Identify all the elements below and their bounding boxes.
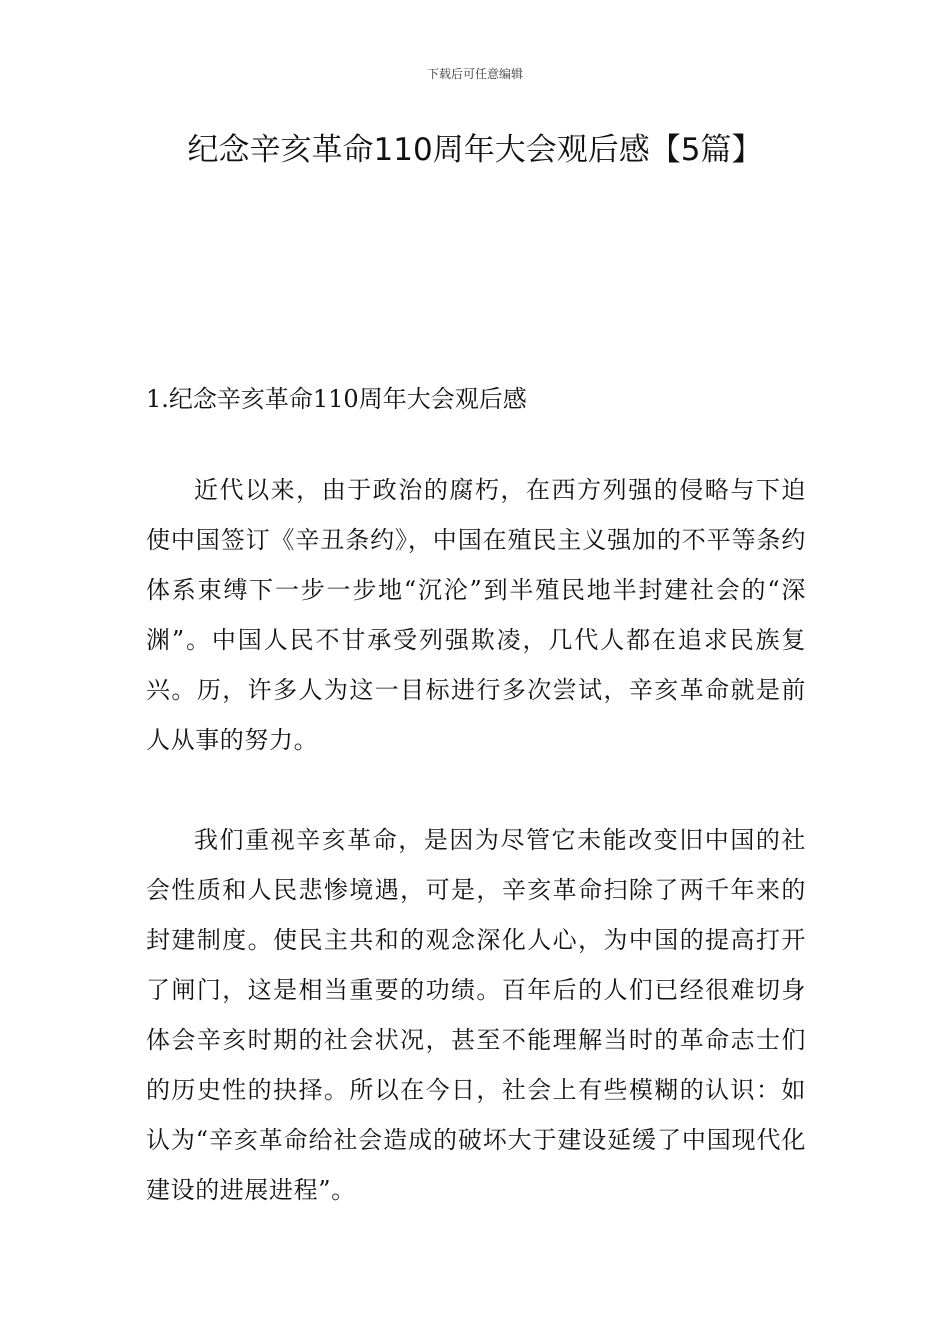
document-title: 纪念辛亥革命110周年大会观后感【5篇】 xyxy=(187,132,763,168)
document-body xyxy=(146,377,806,1265)
paragraph: 我们重视辛亥革命，是因为尽管它未能改变旧中国的社会性质和人民悲惨境遇，可是，辛亥革命扫除了两千年来的封建制度。使民主共和的观念深化人心，为中国的提高打开了闸门，这是相当重要的功绩。百年后的人们已经很难切身体会辛亥时期的社会状况，甚至不能理解当时的革命志士们的历史性的抉择。所以在今日，社会上有些模糊的认识：如认为“辛亥革命给社会造成的破坏大于建设延缓了中国现代化建设的进展进程”。 xyxy=(146,826,806,1204)
section-heading: 1.纪念辛亥革命110周年大会观后感 xyxy=(146,385,527,413)
header-note: 下载后可任意编辑 xyxy=(426,67,523,81)
paragraph: 近代以来，由于政治的腐朽，在西方列强的侵略与下迫使中国签订《辛丑条约》，中国在殖民主义强加的不平等条约体系束缚下一步一步地“沉沦”到半殖民地半封建社会的“深渊”。中国人民不甘承受列强欺凌，几代人都在追求民族复兴。历，许多人为这一目标进行多次尝试，辛亥革命就是前人从事的努力。 xyxy=(146,476,806,754)
